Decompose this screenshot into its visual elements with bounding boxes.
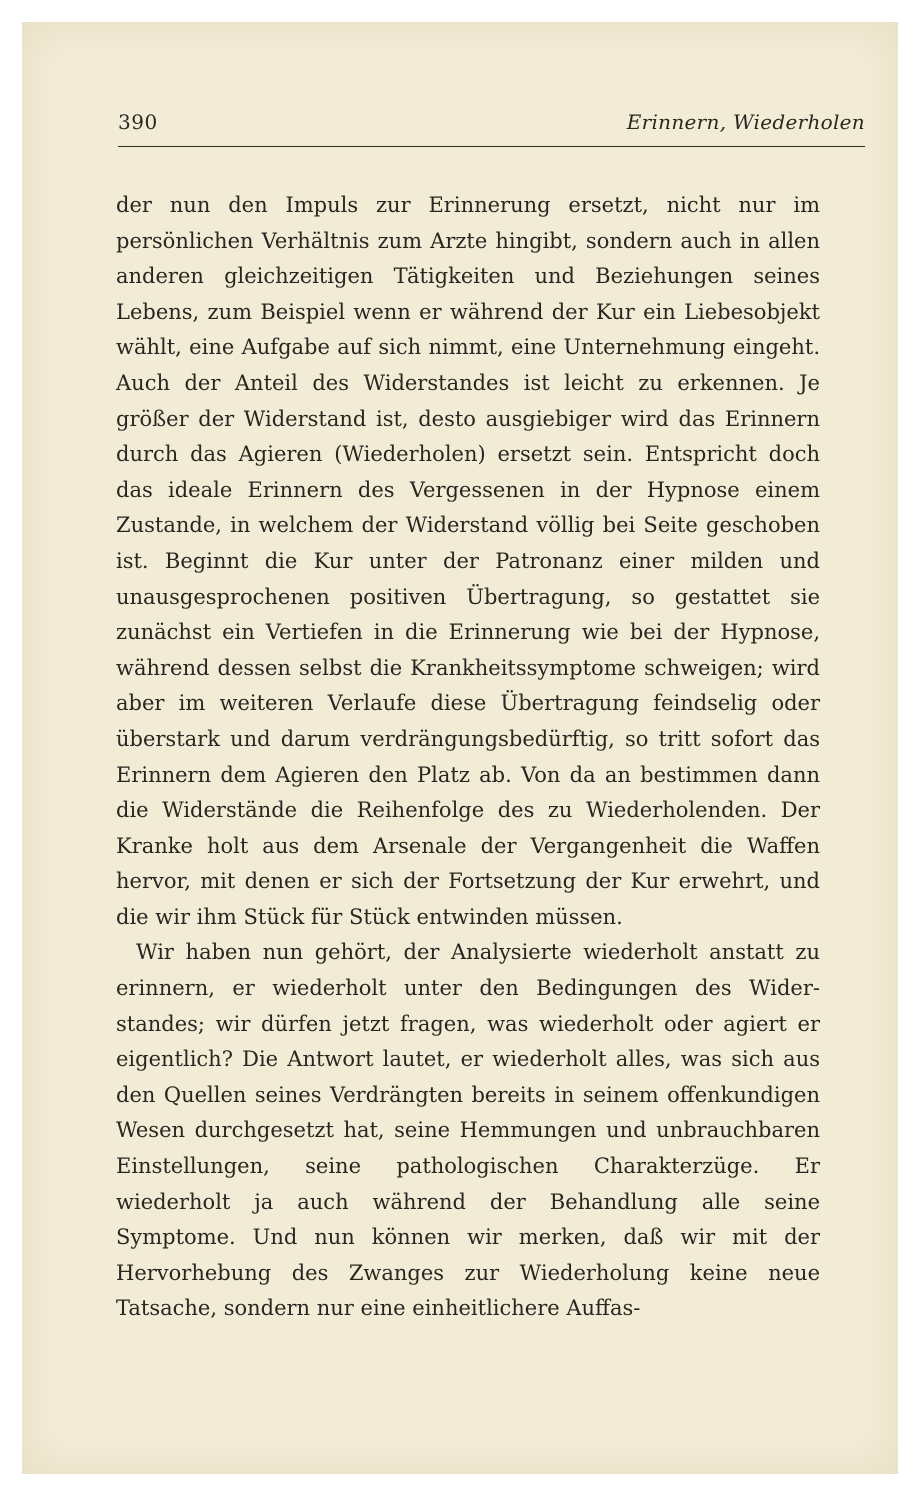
header-rule [118,146,865,147]
page-number: 390 [118,110,158,134]
body-text [116,188,820,1327]
running-head: Erinnern, Wiederholen [626,110,865,134]
paragraph: Wir haben nun gehört, der Analysierte wiederholt anstatt zu erinnern, er wiederholt unter den Bedingungen des Widerstandes; wir dürfen jetzt fragen, was wiederholt oder agiert er eigentlich? Die Antwort lautet, er wiederholt alles, was sich aus den Quellen seines Verdrängten bereits in seinem offenkundigen Wesen durchgesetzt hat, seine Hemmungen und unbrauchbaren Einstellungen, seine pathologischen Charakterzüge. Er wiederholt ja auch während der Behandlung alle seine Symptome. Und nun können wir merken, daß wir mit der Hervorhebung des Zwanges zur Wiederholung keine neue Tatsache, sondern nur eine einheitlichere Auffas- [116,940,820,1321]
paragraph-continued: der nun den Impuls zur Erinnerung ersetzt, nicht nur im persönlichen Verhältnis zum Arzte hingibt, sondern auch in allen anderen gleichzeitigen Tätigkeiten und Beziehungen seines Lebens, zum Beispiel wenn er während der Kur ein Liebesobjekt wählt, eine Aufgabe auf sich nimmt, eine Unternehmung eingeht. Auch der Anteil des Widerstandes ist leicht zu erkennen. Je größer der Widerstand ist, desto ausgiebiger wird das Erinnern durch das Agieren (Wiederholen) ersetzt sein. Entspricht doch das ideale Erinnern des Vergessenen in der Hypnose einem Zustande, in welchem der Widerstand völlig bei Seite geschoben ist. Beginnt die Kur unter der Patronanz einer milden und unausgesprochenen positiven Übertragung, so gestattet sie zunächst ein Vertiefen in die Erinnerung wie bei der Hypnose, während dessen selbst die Krankheitssymptome schweigen; wird aber im weiteren Verlaufe diese Übertragung feindselig oder überstark und darum verdrängungsbedürftig, so tritt sofort das Erinnern dem Agieren den Platz ab. Von da an bestimmen dann die Widerstände die Reihenfolge des zu Wiederholenden. Der Kranke holt aus dem Arsenale der Vergangenheit die Waffen hervor, mit denen er sich der Fortsetzung der Kur erwehrt, und die wir ihm Stück für Stück entwinden müssen. [116,193,820,929]
page-header [118,110,865,140]
